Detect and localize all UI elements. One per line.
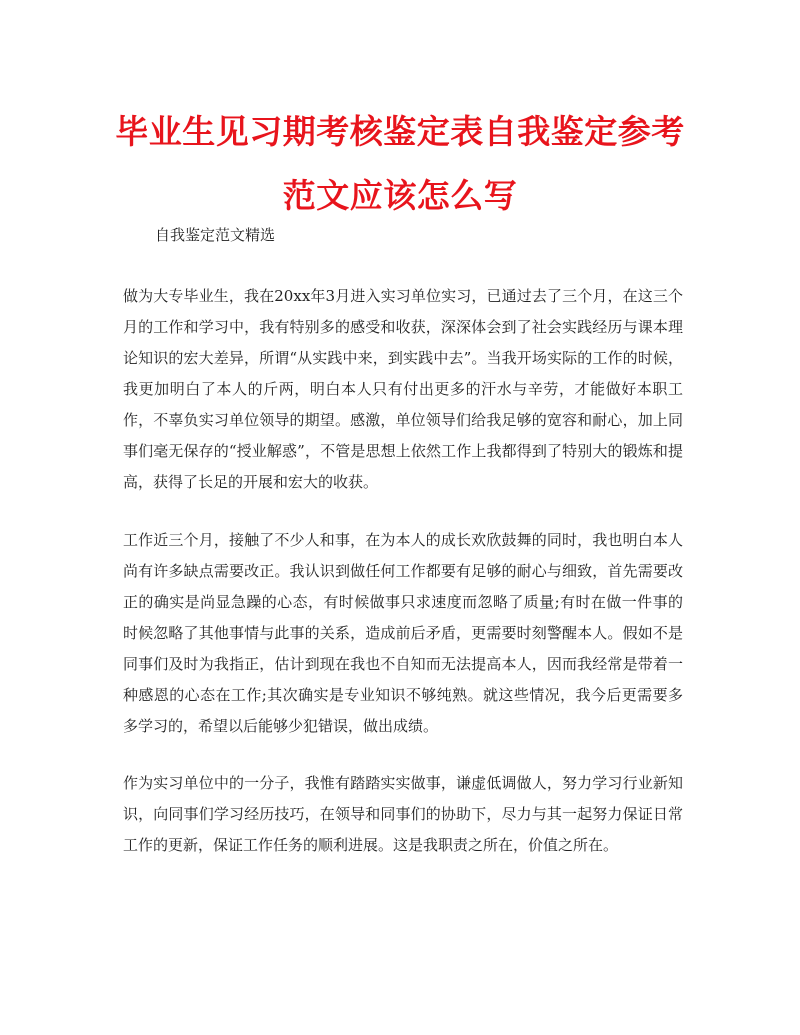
document-subtitle: 自我鉴定范文精选 (155, 226, 276, 244)
paragraph-3: 作为实习单位中的一分子，我惟有踏踏实实做事，谦虚低调做人，努力学习行业新知识，向同事们学习经历技巧，在领导和同事们的协助下，尽力与其一起努力保证日常工作的更新，保证工作任务的顺利进展。这是我职责之所在，价值之所在。 (123, 774, 683, 854)
paragraph-2: 工作近三个月，接触了不少人和事，在为本人的成长欢欣鼓舞的同时，我也明白本人尚有许多缺点需要改正。我认识到做任何工作都要有足够的耐心与细致，首先需要改正的确实是尚显急躁的心态，有时候做事只求速度而忽略了质量;有时在做一件事的时候忽略了其他事情与此事的关系，造成前后矛盾，更需要时刻警醒本人。假如不是同事们及时为我指正，估计到现在我也不自知而无法提高本人，因而我经常是带着一种感恩的心态在工作;其次确实是专业知识不够纯熟。就这些情况，我今后更需要多多学习的，希望以后能够少犯错误，做出成绩。 (123, 531, 683, 735)
document-title: 毕业生见习期考核鉴定表自我鉴定参考范文应该怎么写 (115, 112, 685, 215)
paragraph-1: 做为大专毕业生，我在20xx年3月进入实习单位实习，已通过去了三个月，在这三个月的工作和学习中，我有特别多的感受和收获，深深体会到了社会实践经历与课本理论知识的宏大差异，所谓“从实践中来，到实践中去”。当我开场实际的工作的时候，我更加明白了本人的斤两，明白本人只有付出更多的汗水与辛劳，才能做好本职工作，不辜负实习单位领导的期望。感激，单位领导们给我足够的宽容和耐心，加上同事们毫无保存的“授业解惑”，不管是思想上依然工作上我都得到了特别大的锻炼和提高，获得了长足的开展和宏大的收获。 (123, 287, 683, 491)
